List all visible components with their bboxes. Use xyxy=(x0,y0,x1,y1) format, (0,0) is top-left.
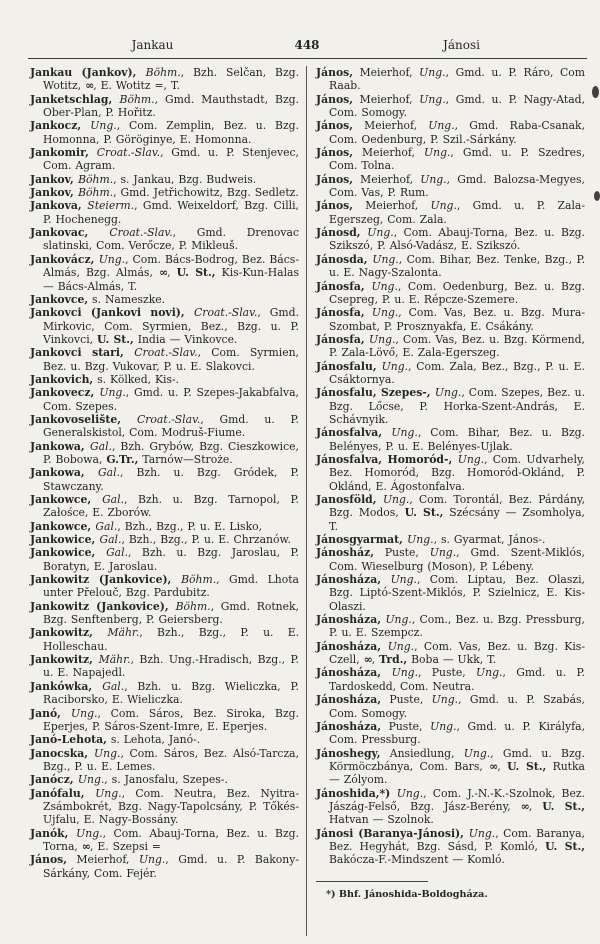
gazetteer-entry xyxy=(30,373,299,386)
entry-text: Ung. xyxy=(367,226,394,240)
gazetteer-entry xyxy=(30,226,299,253)
entry-text: , xyxy=(528,799,543,813)
entry-text: Tarnów—Stroże. xyxy=(138,452,233,466)
entry-text: , Gmd. u. P. Zala-Egerszeg, Com. Zala. xyxy=(329,199,585,226)
gazetteer-entry xyxy=(30,747,299,774)
gazetteer-entry xyxy=(316,546,585,573)
gazetteer-entry xyxy=(316,747,585,787)
entry-text: , Gmd. Mauthstadt, Bzg. Ober-Plan, P. Hořitz. xyxy=(43,92,299,120)
entry-text: Mähr. xyxy=(107,626,140,640)
entry-text: , Com. Vas, Bez. u. Bzg. Mura-Szombat, P. Prosznyakfa, E. Csákány. xyxy=(329,306,585,333)
entry-text: Ung. xyxy=(369,332,396,346)
gazetteer-entry xyxy=(30,186,299,199)
entry-text: U. St., xyxy=(542,799,585,813)
entry-text: Ung. xyxy=(391,666,419,680)
entry-text: Ung. xyxy=(371,279,398,293)
gazetteer-entry xyxy=(30,546,299,573)
entry-text: G.Tr., xyxy=(106,452,139,466)
entry-text: Ung. xyxy=(468,826,496,840)
gazetteer-entry xyxy=(316,787,585,827)
entry-text: , Com. Vas, Bez. u. Bzg. Körmend, P. Zala-Lövő, E. Zala-Egerszeg. xyxy=(329,332,585,360)
entry-text: Böhm. xyxy=(78,186,114,200)
entry-text: , Com. J.-N.-K.-Szolnok, Bez. Jászág-Felső, Bzg. Jász-Berény, xyxy=(329,786,585,813)
gazetteer-entry xyxy=(316,306,585,333)
entry-text: , Gmd. u. P. Királyfa, Com. Pressburg. xyxy=(329,719,585,747)
entry-text: Gal. xyxy=(102,493,125,506)
entry-text: , Gmd. Raba-Csanak, Com. Oedenburg, P. Szil.-Sárkány. xyxy=(329,119,586,146)
posthorn-icon: ∞ xyxy=(520,799,529,813)
gazetteer-entry xyxy=(30,600,299,627)
entry-text: János, xyxy=(316,172,353,186)
entry-text: Janók, xyxy=(30,826,77,840)
entry-text: Ung. xyxy=(429,546,457,560)
entry-text: Janócz, xyxy=(30,773,78,787)
entry-text: Jánosfalva, xyxy=(316,426,392,440)
text-columns xyxy=(30,66,587,936)
column-left xyxy=(30,66,306,936)
entry-text: Gal. xyxy=(90,439,112,453)
entry-text: , Bzh. u. Bzg. Wieliczka, P. Raciborsko, E. Wieliczka. xyxy=(43,679,299,707)
gazetteer-entry xyxy=(30,346,299,373)
entry-text: , Com. Liptau, Bez. Olaszi, Bzg. Liptó-Szent-Miklós, P. Szielnicz, E. Kis-Olaszi. xyxy=(329,573,585,613)
running-head xyxy=(28,38,586,52)
column-right xyxy=(306,66,587,936)
scan-artifact xyxy=(594,191,600,201)
entry-text: Janó, xyxy=(30,706,72,720)
page-number: 448 xyxy=(294,38,320,52)
entry-text: Jánosháza, xyxy=(316,639,388,653)
gazetteer-entry xyxy=(30,413,299,440)
gazetteer-entry xyxy=(30,146,299,173)
footnote-text: Bhf. Jánoshida-Boldogháza. xyxy=(338,888,488,900)
entry-text: Jankowce, xyxy=(30,519,96,533)
entry-text: Jánosháza, xyxy=(316,693,381,707)
gazetteer-entry xyxy=(316,226,585,253)
gazetteer-entry xyxy=(30,466,299,493)
running-head-left: Jankau xyxy=(131,38,174,52)
gazetteer-entry xyxy=(316,119,585,146)
gazetteer-entry xyxy=(30,733,299,746)
entry-text: János, xyxy=(316,146,353,160)
gazetteer-entry xyxy=(316,66,585,93)
entry-text: , Com. Syrmien, Bez. u. Bzg. Vukovar, P. u. E. Slakovci. xyxy=(43,346,299,373)
entry-text: Ung. xyxy=(419,92,446,106)
gazetteer-entry xyxy=(316,666,585,693)
entry-text: , Com. Abauj-Torna, Bez. u. Bzg. Torna, xyxy=(43,826,299,853)
footnote-rule xyxy=(316,881,428,882)
entry-text: , s. Jankau, Bzg. Budweis. xyxy=(113,172,257,186)
gazetteer-entry xyxy=(30,93,299,120)
entry-text: Jankau (Jankov), xyxy=(30,66,146,79)
gazetteer-entry xyxy=(30,173,299,186)
gazetteer-entry xyxy=(30,440,299,467)
entry-text: Böhm. xyxy=(175,599,211,613)
entry-text: Jankowitz, xyxy=(30,653,99,667)
gazetteer-entry xyxy=(316,573,585,613)
gazetteer-entry xyxy=(316,827,585,867)
entry-text: Puste, xyxy=(373,546,430,560)
entry-text: Jankocz, xyxy=(30,119,91,133)
entry-text: Ung. xyxy=(90,119,117,133)
entry-text: Janó-Lehota, xyxy=(30,733,107,747)
gazetteer-entry xyxy=(30,306,299,346)
entry-text: Ung. xyxy=(98,252,126,266)
entry-text: Meierhof, xyxy=(353,199,431,213)
entry-text: János, xyxy=(316,199,353,213)
entry-text: Jankov, xyxy=(30,172,79,186)
entry-text: , Gmd. u. P. Szabás, Com. Somogy. xyxy=(329,693,585,720)
entry-text: Ung. xyxy=(434,386,462,400)
entry-text: Croat.-Slav. xyxy=(109,226,173,240)
entry-text: Ung. xyxy=(94,746,121,760)
gazetteer-entry xyxy=(30,827,299,854)
entry-text: U. St., xyxy=(404,506,444,520)
gazetteer-entry xyxy=(316,693,585,720)
gazetteer-entry xyxy=(30,787,299,827)
entry-text: s. Kölked, Kis-. xyxy=(93,372,180,386)
entry-text: Janosföld, xyxy=(316,493,383,506)
entry-text: Ung. xyxy=(457,452,485,466)
entry-text: , Com. Udvarhely, Bez. Homoród, Bzg. Homoród-Oklánd, P. Oklánd, E. Ágostonfalva. xyxy=(329,452,585,493)
entry-text: Jankovecz, xyxy=(30,386,100,400)
entry-text: Ung. xyxy=(419,66,446,79)
entry-text: Jánosháza, xyxy=(316,666,392,680)
entry-text: , Bzh. Selčan, Bzg. Wotitz, xyxy=(43,66,300,93)
entry-text: Jánoshegy, xyxy=(316,746,381,760)
entry-text: , Bzh. u. Bzg. Jaroslau, P. Boratyn, E. Jaroslau. xyxy=(43,546,299,573)
entry-text: , Com. Vas, Bez. u. Bzg. Kis-Czell, xyxy=(329,639,585,667)
entry-text: , Com. Szepes, Bez. u. Bzg. Lőcse, P. Horka-Szent-András, E. Schávnyik. xyxy=(329,386,586,426)
entry-text: Ung. xyxy=(476,666,503,680)
entry-text: , Gmd. u. P. Nagy-Atad, Com. Somogy. xyxy=(329,92,586,120)
gazetteer-entry xyxy=(30,199,299,226)
entry-text: , Gmd. u. P. Generalskistol, Com. Modruš-Fiume. xyxy=(43,412,299,440)
entry-text: Jankovácz, xyxy=(30,252,99,266)
entry-text: Janketschlag, xyxy=(30,92,120,106)
entry-text: Ung. xyxy=(372,252,399,266)
entry-text: Bakócza-F.-Mindszent — Komló. xyxy=(329,853,505,867)
entry-text: Meierhof, xyxy=(353,119,429,133)
entry-text: , xyxy=(497,759,508,773)
entry-text: Ung. xyxy=(387,639,415,653)
entry-text: Croat.-Slav. xyxy=(96,146,161,160)
entry-text: , Bzh., Bzg., P. u. E. Holleschau. xyxy=(43,626,300,653)
entry-text: Jankowce, xyxy=(30,493,103,506)
entry-text: , Com., Bez. u. Bzg. Pressburg, P. u. E. Szempcz. xyxy=(329,613,585,640)
gazetteer-entry xyxy=(316,426,585,453)
gazetteer-entry xyxy=(316,453,585,493)
entry-text: Croat.-Slav. xyxy=(134,346,198,360)
entry-text: Puste, xyxy=(380,719,431,733)
entry-text: János, xyxy=(316,66,353,79)
entry-text: , xyxy=(371,653,380,667)
header-rule xyxy=(28,58,587,59)
entry-text: Böhm. xyxy=(145,66,181,79)
gazetteer-entry xyxy=(30,293,299,306)
gazetteer-entry xyxy=(30,707,299,734)
gazetteer-entry xyxy=(30,626,299,653)
entry-text: , Bzh. u. Bzg. Gródek, P. Stawczany. xyxy=(43,466,299,493)
entry-text: Meierhof, xyxy=(353,172,421,186)
entry-text: János, xyxy=(316,92,353,106)
entry-text: Ung. xyxy=(385,613,412,627)
gazetteer-entry xyxy=(316,493,585,533)
entry-text: Ung. xyxy=(396,786,424,800)
entry-text: Jankowice, xyxy=(30,546,107,560)
entry-text: U. St., xyxy=(507,759,547,773)
posthorn-icon: ∞ xyxy=(363,653,372,667)
entry-text: Jankówka, xyxy=(30,679,103,693)
entry-text: Jankovich, xyxy=(30,372,94,386)
entry-text: , Com. Abauj-Torna, Bez. u. Bzg. Szikszó, P. Alsó-Vadász, E. Szikszó. xyxy=(329,226,585,253)
entry-text: , Com. Zemplin, Bez. u. Bzg. Homonna, P. Göröginye, E. Homonna. xyxy=(43,119,299,146)
gazetteer-entry xyxy=(30,119,299,146)
posthorn-icon: ∞ xyxy=(85,79,94,93)
gazetteer-entry xyxy=(316,720,585,747)
entry-text: Jánosház, xyxy=(316,546,374,560)
entry-text: , Com. Zala, Bez., Bzg., P. u. E. Csáktornya. xyxy=(329,359,585,386)
entry-text: Gal. xyxy=(95,519,118,533)
entry-text: Ung. xyxy=(431,693,459,707)
entry-text: , Bzh. Grybów, Bzg. Cieszkowice, P. Bobowa, xyxy=(43,439,299,466)
gazetteer-entry xyxy=(30,680,299,707)
entry-text: , Gmd. Drenovac slatinski, Com. Verőcze, P. Mikleuš. xyxy=(43,226,300,253)
entry-text: Gal. xyxy=(106,546,129,560)
entry-text: , Gmd. Jetřichowitz, Bzg. Sedletz. xyxy=(113,186,299,200)
gazetteer-entry xyxy=(30,520,299,533)
entry-text: U. St., xyxy=(97,332,134,346)
entry-text: Jánosfalu, Szepes-, xyxy=(316,386,435,400)
posthorn-icon: ∞ xyxy=(158,266,168,280)
entry-text: , Com. Neutra, Bez. Nyitra-Zsámbokrét, Bzg. Nagy-Tapolcsány, P. Tőkés-Ujfalu, E. Nagy-Bossány. xyxy=(43,786,300,827)
entry-text: Böhm. xyxy=(78,172,114,186)
entry-text: Ung. xyxy=(76,826,103,840)
entry-text: Ung. xyxy=(99,386,126,400)
entry-text: , Gmd. u. P. Ráro, Com Raab. xyxy=(329,66,585,93)
entry-text: , Gmd. Szent-Miklós, Com. Wieselburg (Moson), P. Lébeny. xyxy=(329,546,585,573)
entry-text: Boba — Ukk, T. xyxy=(407,653,497,667)
entry-text: Jánosfa, xyxy=(316,279,372,293)
entry-text: , Com. Baranya, Bez. Hegyhát, Bzg. Sásd, P. Komló, xyxy=(329,826,586,853)
gazetteer-entry xyxy=(30,253,299,293)
gazetteer-entry xyxy=(316,533,585,546)
entry-text: , Com. Bihar, Bez. Tenke, Bzg., P. u. E. Nagy-Szalonta. xyxy=(329,252,585,280)
entry-text: , Gmd. Lhota unter Přelouč, Bzg. Pardubitz. xyxy=(43,573,299,600)
entry-text: Ung. xyxy=(390,573,417,587)
entry-text: Gal. xyxy=(102,679,125,693)
entry-text: Steierm. xyxy=(87,199,135,213)
entry-text: , Gmd. Weixeldorf, Bzg. Cilli, P. Hochenegg. xyxy=(43,199,299,226)
gazetteer-entry xyxy=(316,199,585,226)
gazetteer-entry xyxy=(30,773,299,786)
gazetteer-entry xyxy=(30,533,299,546)
entry-text: Szécsány — Zsomholya, T. xyxy=(329,506,585,533)
entry-text: Jánosfalva, Homoród-, xyxy=(316,452,458,466)
entry-text: U. St., xyxy=(545,839,586,853)
entry-text: Jánosfalu, xyxy=(316,359,382,373)
entry-text: Meierhof, xyxy=(353,92,420,106)
gazetteer-entry xyxy=(316,93,585,120)
gazetteer-entry xyxy=(30,853,299,880)
entry-text: , E. Wotitz =, T. xyxy=(93,79,180,93)
entry-text: , Com. Bihar, Bez. u. Bzg. Belényes, P. u. E. Belényes-Ujlak. xyxy=(329,426,585,453)
gazetteer-entry xyxy=(30,493,299,520)
entry-text: , Com. Torontál, Bez. Párdány, Bzg. Modos, xyxy=(329,493,586,520)
entry-text: , Com. Bács-Bodrog, Bez. Bács-Almás, Bzg. Almás, xyxy=(43,252,299,280)
entry-text: , Gmd. Balozsa-Megyes, Com. Vas, P. Rum. xyxy=(329,172,585,200)
entry-text: Gal. xyxy=(99,533,122,547)
entry-text: Janófalu, xyxy=(30,786,96,800)
entry-text: Croat.-Slav. xyxy=(194,306,258,320)
entry-text: Janocska, xyxy=(30,746,95,760)
entry-text: Ung. xyxy=(391,426,418,440)
entry-text: Croat.-Slav. xyxy=(137,412,201,426)
entry-text: Jankovci (Jankovi novi), xyxy=(30,306,195,320)
entry-text: Jankowitz (Jankovice), xyxy=(30,599,176,613)
entry-text: , s. Gyarmat, János-. xyxy=(433,533,546,547)
entry-text: , Gmd. u. P. Stenjevec, Com. Agram. xyxy=(43,146,299,173)
entry-text: , Gmd. u. Bzg. Körmöczbánya, Com. Bars, xyxy=(329,746,585,773)
gazetteer-entry xyxy=(30,386,299,413)
running-head-right: Jánosi xyxy=(443,38,480,52)
entry-text: , Puste, xyxy=(418,666,477,680)
entry-text: , Bzh., Bzg., P. u. E. Chrzanów. xyxy=(121,533,291,547)
entry-text: , Bzh., Bzg., P. u. E. Lisko, xyxy=(117,519,263,533)
entry-text: János, xyxy=(316,119,353,133)
gazetteer-entry xyxy=(316,386,585,426)
entry-text: Jankowice, xyxy=(30,533,100,547)
entry-text: Ung. xyxy=(424,146,451,160)
posthorn-icon: ∞ xyxy=(489,759,498,773)
entry-text: Puste, xyxy=(380,693,432,707)
entry-text: Mähr. xyxy=(98,653,131,667)
entry-text: Jánosgyarmat, xyxy=(316,533,408,547)
entry-text: Ung. xyxy=(371,306,399,320)
entry-text: Jankovce, xyxy=(30,292,89,306)
entry-text: Jankova, xyxy=(30,199,88,213)
entry-text: , Gmd. Mirkovic, Com. Syrmien, Bez., Bzg. u. P. Vinkovci, xyxy=(43,306,299,346)
entry-text: U. St., xyxy=(176,266,216,280)
entry-text: Ung. xyxy=(71,706,98,720)
entry-text: Ung. xyxy=(420,172,447,186)
entry-text: Jánosda, xyxy=(316,252,373,266)
entry-text: Ung. xyxy=(430,719,457,733)
entry-text: Jankovci stari, xyxy=(30,346,135,360)
posthorn-icon: ∞ xyxy=(81,839,90,853)
entry-text: Jánosháza, xyxy=(316,719,381,733)
entry-text: Hatvan — Szolnok. xyxy=(329,813,434,827)
entry-text: , Gmd. u. P. Bakony-Sárkány, Com. Fejér. xyxy=(43,853,299,880)
entry-text: Jankowa, xyxy=(30,439,91,453)
gazetteer-entry xyxy=(316,333,585,360)
gazetteer-entry xyxy=(30,573,299,600)
entry-text: Ung. xyxy=(382,493,410,506)
gazetteer-entry xyxy=(316,146,585,173)
gazetteer-entry xyxy=(30,653,299,680)
gazetteer-entry xyxy=(316,173,585,200)
entry-text: , Com. Sáros, Bez. Siroka, Bzg. Eperjes, P. Sáros-Szent-Imre, E. Eperjes. xyxy=(43,706,299,733)
footnote xyxy=(326,888,585,901)
gazetteer-entry xyxy=(316,253,585,280)
entry-text: Jánosfa, xyxy=(316,332,370,346)
entry-text: Jánosfa, xyxy=(316,306,372,320)
entry-text: Jankovoselište, xyxy=(30,412,137,426)
entry-text: Rutka — Zólyom. xyxy=(329,759,585,787)
entry-text: , Com. Oedenburg, Bez. u. Bzg. Csepreg, P. u. E. Répcze-Szemere. xyxy=(329,279,585,306)
entry-text: Ung. xyxy=(381,359,409,373)
entry-text: Jánosháza, xyxy=(316,573,391,587)
entry-text: , Bzh. u. Bzg. Tarnopol, P. Załośce, E. Zborów. xyxy=(43,493,299,520)
entry-text: Ung. xyxy=(77,773,105,787)
entry-text: India — Vinkovce. xyxy=(133,332,238,346)
entry-text: Böhm. xyxy=(181,573,217,587)
entry-text: Ung. xyxy=(428,119,455,133)
entry-text: Ung. xyxy=(463,746,491,760)
entry-text: Jankovac, xyxy=(30,226,110,240)
gazetteer-entry xyxy=(30,66,299,93)
entry-text: s. Lehota, Janó-. xyxy=(106,733,201,747)
entry-text: Jánosháza, xyxy=(316,613,386,627)
entry-text: Ung. xyxy=(407,533,434,547)
footnote-marker: *) xyxy=(326,888,339,900)
entry-text: Meierhof, xyxy=(353,66,420,79)
entry-text: , xyxy=(167,266,177,280)
entry-text: Jankomir, xyxy=(30,146,97,160)
entry-text: , Bzh. Ung.-Hradisch, Bzg., P. u. E. Napajedl. xyxy=(43,653,299,680)
entry-text: , Com. Sáros, Bez. Alsó-Tarcza, Bzg., P. u. E. Lemes. xyxy=(43,746,300,773)
scan-artifact xyxy=(592,86,599,98)
entry-text: , Gmd. u. P. Tardoskedd, Com. Neutra. xyxy=(329,666,585,693)
entry-text: Böhm. xyxy=(119,92,155,106)
entry-text: Ung. xyxy=(138,853,166,867)
gazetteer-entry xyxy=(316,280,585,307)
entry-text: Jankowitz, xyxy=(30,626,108,640)
entry-text: Trd., xyxy=(379,653,408,667)
entry-text: Meierhof, xyxy=(67,853,139,867)
gazetteer-entry xyxy=(316,640,585,667)
entry-text: Jankowitz (Jankovice), xyxy=(30,573,182,587)
entry-text: , Gmd. Rotnek, Bzg. Senftenberg, P. Geiersberg. xyxy=(43,599,299,627)
entry-text: Ansiedlung, xyxy=(380,746,464,760)
entry-text: Jánoshida,*) xyxy=(316,786,397,800)
entry-text: Jankowa, xyxy=(30,466,99,480)
entry-text: , E. Szepsi = xyxy=(89,839,161,853)
entry-text: Ung. xyxy=(430,199,457,213)
entry-text: Kis-Kun-Halas — Bács-Almás, T. xyxy=(43,266,300,293)
entry-text: Ung. xyxy=(95,786,122,800)
entry-text: , Gmd. u. P. Szepes-Jakabfalva, Com. Szepes. xyxy=(43,386,299,413)
entry-text: s. Nameszke. xyxy=(88,292,166,306)
entry-text: Gal. xyxy=(98,466,120,480)
entry-text: Jankov, xyxy=(30,186,79,200)
gazetteer-entry xyxy=(316,613,585,640)
entry-text: Jánosi (Baranya-Jánosi), xyxy=(316,826,469,840)
entry-text: Meierhof, xyxy=(353,146,425,160)
entry-text: Jánosd, xyxy=(316,226,368,240)
entry-text: , s. Janosfalu, Szepes-. xyxy=(104,773,228,787)
entry-text: , Gmd. u. P. Szedres, Com. Tolna. xyxy=(329,146,585,173)
entry-text: János, xyxy=(30,853,67,867)
gazetteer-entry xyxy=(316,360,585,387)
